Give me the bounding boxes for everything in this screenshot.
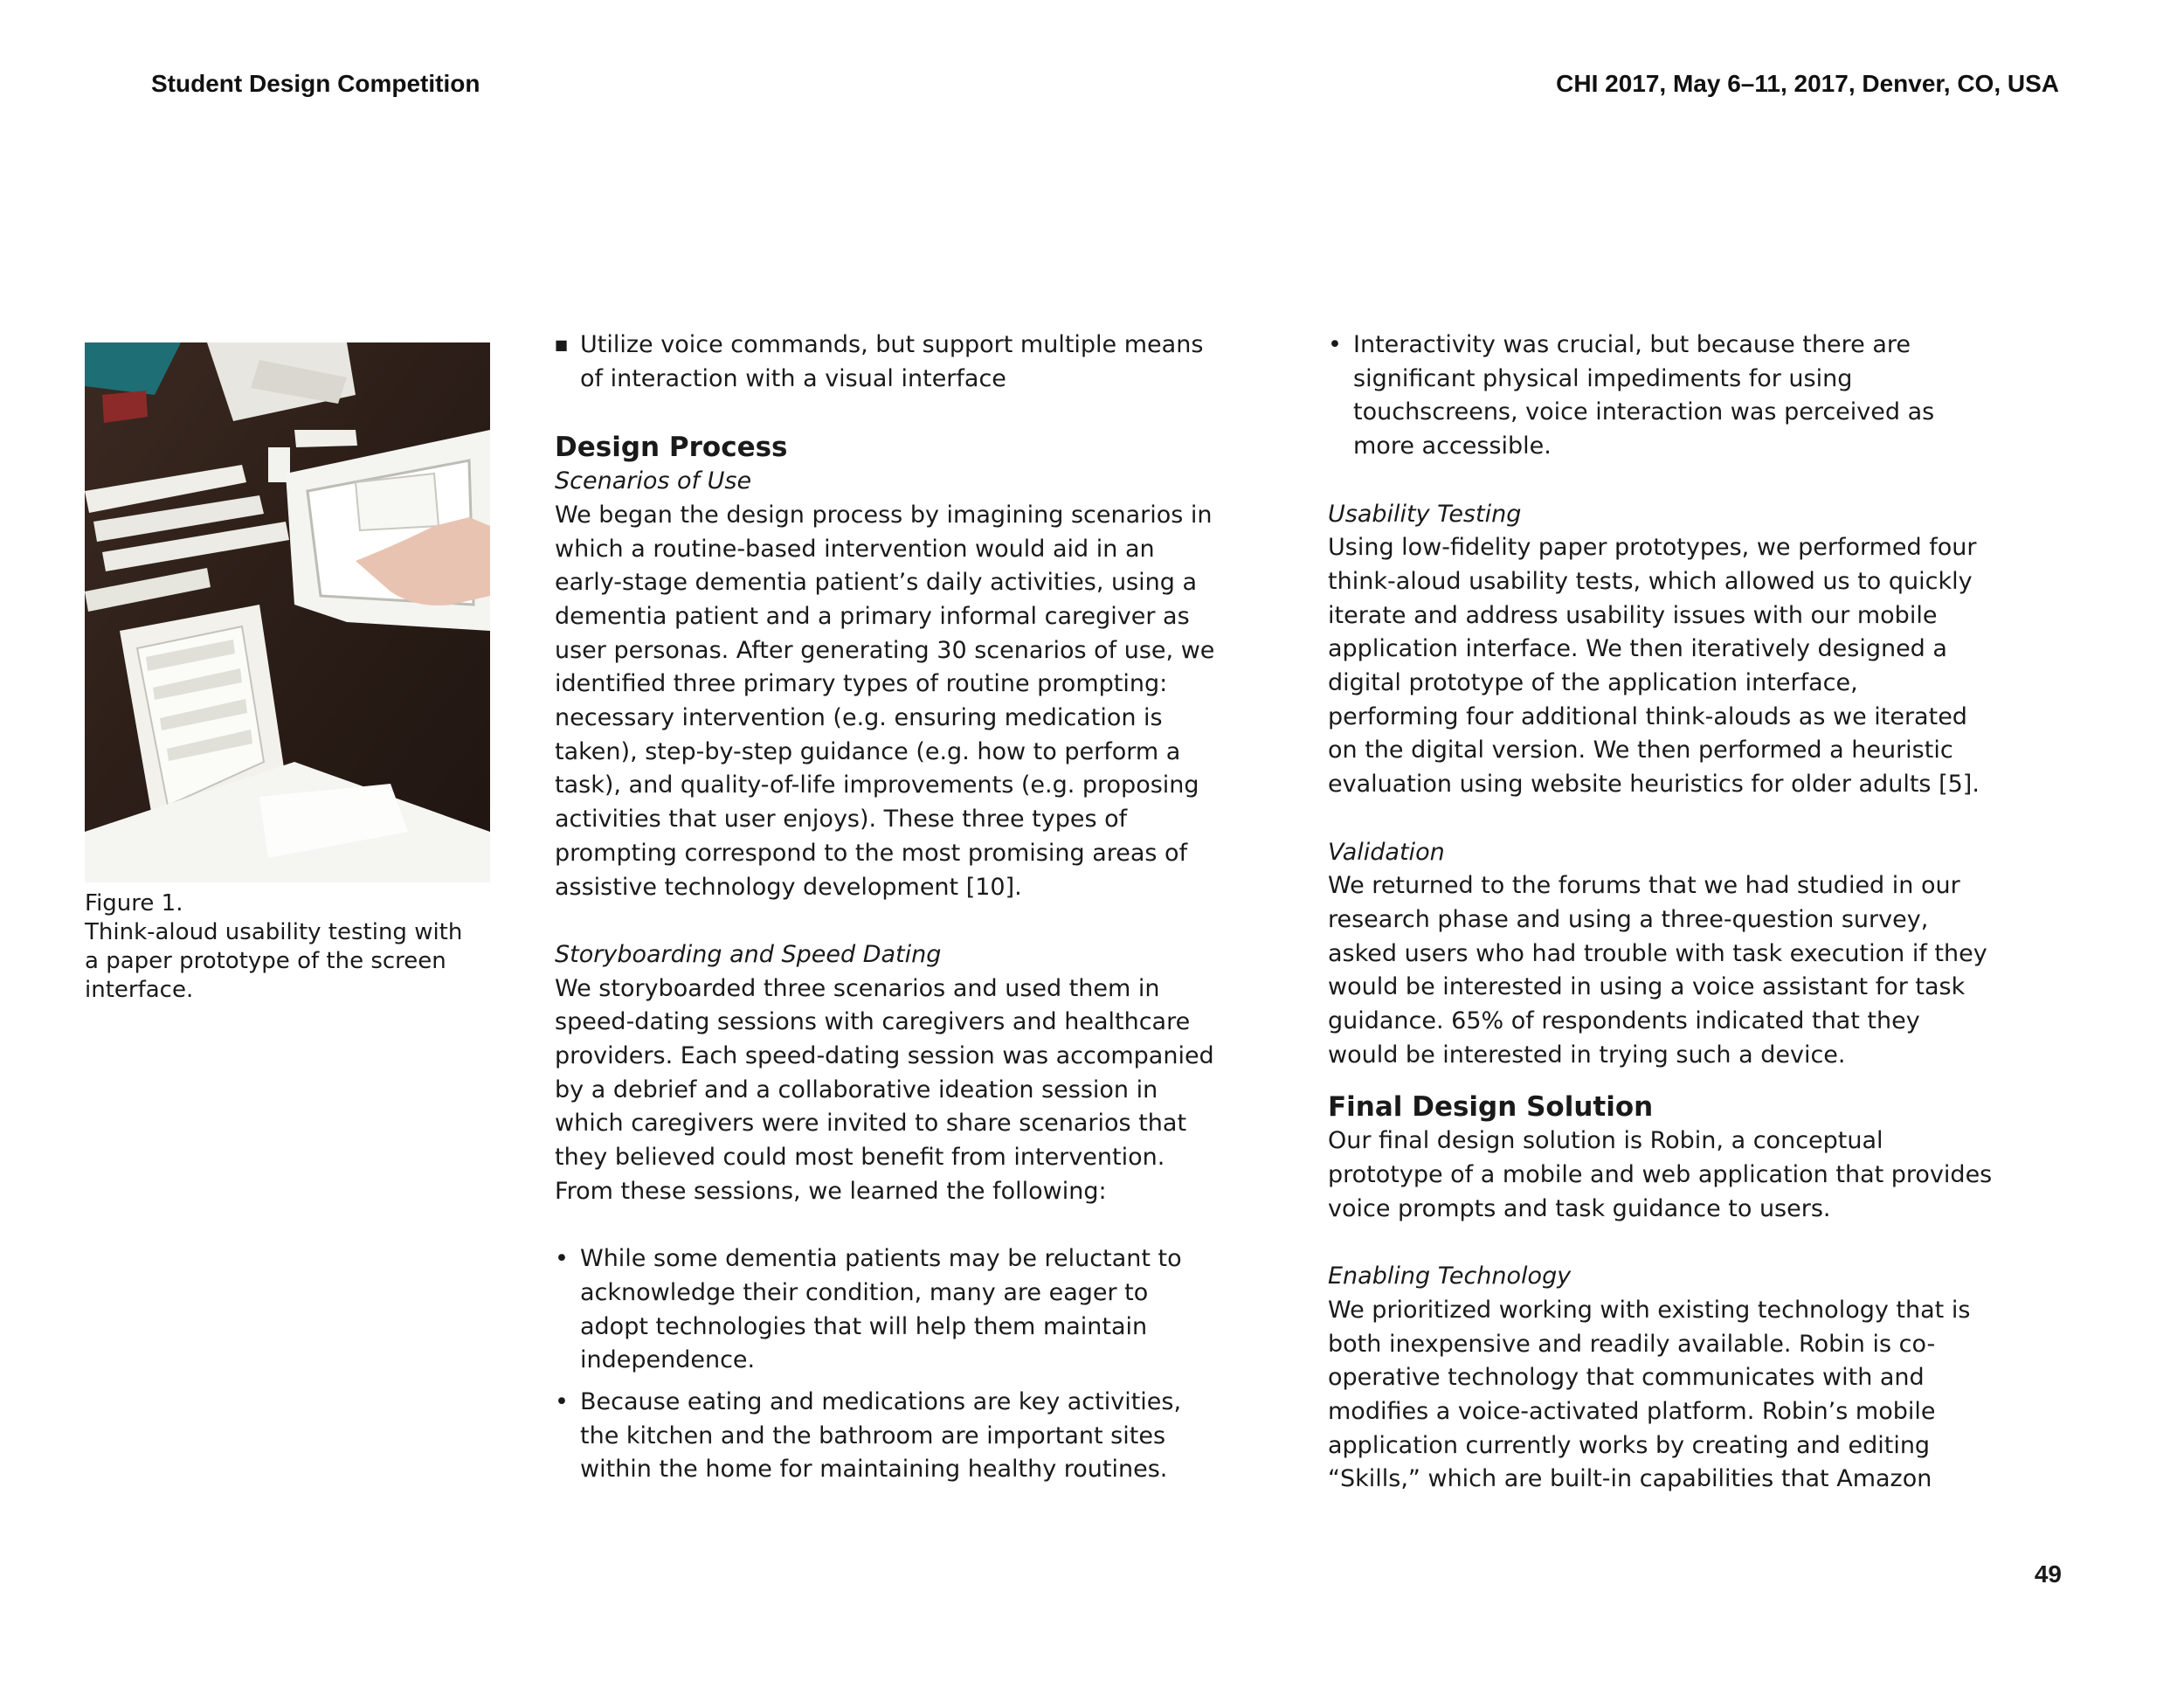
subsection-heading-storyboarding: Storyboarding and Speed Dating (555, 940, 942, 968)
list-item: ■ Utilize voice commands, but support multiple means of interaction with a visual interface (555, 329, 1245, 396)
bullet-icon: • (555, 1245, 569, 1273)
paper-prototype-photo (85, 342, 490, 882)
list-item: • Interactivity was crucial, but because there are significant physical impediments for using touchscreens, voice interaction was perceived as more accessible. (1328, 329, 2027, 464)
section-heading-final-design: Final Design Solution (1328, 1091, 1654, 1124)
figure-caption-line: Think-aloud usability testing with (85, 919, 463, 945)
subsection-heading-usability: Usability Testing (1328, 500, 1522, 528)
figure-caption-line: interface. (85, 977, 194, 1003)
middle-column: ■ Utilize voice commands, but support multiple means of interaction with a visual interface Design Process Scenarios of Use We began the design process by imagining scenarios in which a routine-based intervention would aid in an early-stage dementia patient’s daily activities, using a dementia patient and a primary informal caregiver as user personas. After generating 30 scenarios of use, we identified three primary types of routine prompting: necessary intervention (e.g. ensuring medication is taken), step-by-step guidance (e.g. how to perform a task), and quality-of-life improvements (e.g. proposing activities that user enjoys). These three types of prompting correspond to the most promising areas of assistive technology development [10]. Storyboarding and Speed Dating We storyboarded three scenarios and used them in speed-dating sessions with caregivers and healthcare providers. Each speed-dating session was accompanied by a debrief and a collaborative ideation session in which caregivers were invited to share scenarios that they believed could most benefit from intervention. From these sessions, we learned the following: • While some dementia patients may be reluctant to acknowledge their condition, many are eager to adopt technologies that will help them maintain independence. • Because eating and medications are key activities, the kitchen and the bathroom are important sites within the home for maintaining healthy routines. (555, 329, 1245, 1487)
list-item: • While some dementia patients may be reluctant to acknowledge their condition, many are eager to adopt technologies that will help them maintain independence. (555, 1242, 1245, 1378)
square-bullet-icon: ■ (555, 336, 569, 353)
right-column: • Interactivity was crucial, but because there are significant physical impediments for using touchscreens, voice interaction was perceived as more accessible. Usability Testing Using low-fidelity paper prototypes, we performed four think-aloud usability tests, which allowed us to quickly iterate and address usability issues with our mobile application interface. We then iteratively designed a digital prototype of the application interface, performing four additional think-alouds as we iterated on the digital version. We then performed a heuristic evaluation using website heuristics for older adults [5]. Validation We returned to the forums that we had studied in our research phase and using a three-question survey, asked users who had trouble with task execution if they would be interested in using a voice assistant for task guidance. 65% of respondents indicated that they would be interested in trying such a device. Final Design Solution Our final design solution is Robin, a conceptual prototype of a mobile and web application that provides voice prompts and task guidance to users. Enabling Technology We prioritized working with existing technology that is both inexpensive and readily available. Robin is co- operative technology that communicates with and modifies a voice-activated platform. Robin’s mobile application currently works by creating and editing “Skills,” which are built-in capabilities that Amazon (1328, 329, 2027, 1497)
photo-illustration (85, 342, 490, 882)
figure-caption (85, 889, 504, 1005)
figure-caption-line: a paper prototype of the screen (85, 948, 446, 974)
running-header-left: Student Design Competition (151, 70, 480, 97)
subsection-heading-scenarios: Scenarios of Use (555, 467, 752, 495)
bullet-icon: • (555, 1388, 569, 1416)
subsection-heading-validation: Validation (1328, 838, 1445, 866)
section-heading-design-process: Design Process (555, 432, 788, 464)
running-header-right: CHI 2017, May 6–11, 2017, Denver, CO, USA (1556, 70, 2059, 97)
list-item: • Because eating and medications are key activities, the kitchen and the bathroom are important sites within the home for maintaining healthy routines. (555, 1386, 1245, 1487)
subsection-heading-enabling: Enabling Technology (1328, 1263, 1572, 1290)
page-number: 49 (2034, 1560, 2062, 1588)
figure-caption-label: Figure 1. (85, 890, 183, 917)
bullet-icon: • (1328, 331, 1342, 358)
